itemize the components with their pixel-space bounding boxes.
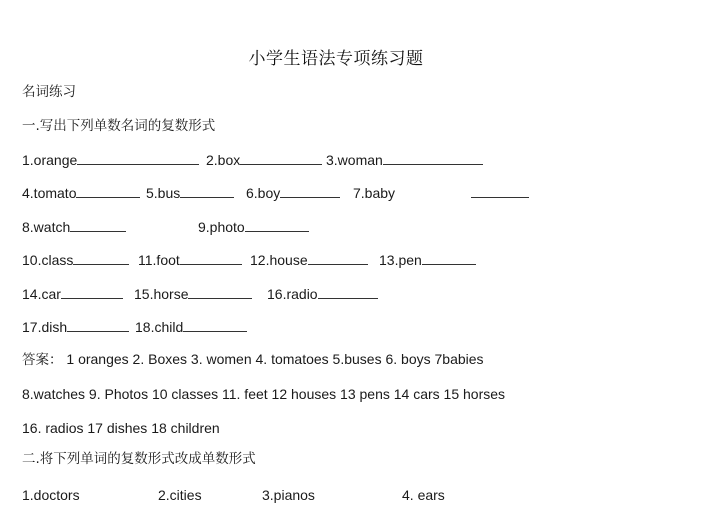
exercise-word: 9.photo: [198, 219, 245, 235]
exercise-word: 1.doctors: [22, 487, 80, 503]
answer-blank[interactable]: [245, 218, 309, 232]
exercise-word: 3.woman: [326, 152, 383, 168]
exercise-word: 2.cities: [158, 487, 202, 503]
exercise-word: 2.box: [206, 152, 241, 168]
exercise-item: [134, 285, 252, 303]
section-heading: 名词练习: [22, 84, 76, 100]
exercise-item: [138, 251, 242, 269]
exercise-word: 15.horse: [134, 286, 189, 302]
exercise-item: [267, 285, 378, 303]
answer-blank[interactable]: [76, 184, 140, 198]
exercise-item: [135, 318, 247, 336]
exercise-item: [22, 218, 126, 236]
exercise-word: 7.baby: [353, 185, 396, 201]
exercise-word: 5.bus: [146, 185, 181, 201]
exercise-row: [22, 318, 722, 338]
exercise-row: [22, 151, 722, 171]
exercise-item: [22, 184, 140, 202]
part2-instruction: 二.将下列单词的复数形式改成单数形式: [22, 451, 256, 467]
exercise-word: 13.pen: [379, 252, 422, 268]
exercise-word: 8.watch: [22, 219, 71, 235]
answer-blank[interactable]: [188, 285, 252, 299]
exercise-item: [471, 184, 529, 202]
exercise-word: 10.class: [22, 252, 74, 268]
answer-blank[interactable]: [280, 184, 340, 198]
exercise-item: [379, 251, 476, 269]
exercise-item: [146, 184, 234, 202]
answers-line-3: 16. radios 17 dishes 18 children: [22, 420, 220, 436]
answer-blank[interactable]: [73, 251, 129, 265]
exercise-item: [22, 151, 199, 169]
part2-list: [22, 486, 722, 506]
answer-blank[interactable]: [180, 251, 242, 265]
exercise-word: 17.dish: [22, 319, 68, 335]
exercise-item: [22, 285, 123, 303]
exercise-item: [250, 251, 368, 269]
answer-blank[interactable]: [70, 218, 126, 232]
exercise-word: 11.foot: [138, 252, 180, 268]
answer-blank[interactable]: [67, 318, 129, 332]
exercise-item: [22, 251, 129, 269]
exercise-word: 1.orange: [22, 152, 78, 168]
answers-line-2: 8.watches 9. Photos 10 classes 11. feet 12 houses 13 pens 14 cars 15 horses: [22, 386, 506, 402]
exercise-row: [22, 285, 722, 305]
answer-blank[interactable]: [318, 285, 378, 299]
answer-blank[interactable]: [61, 285, 123, 299]
exercise-word: 3.pianos: [262, 487, 315, 503]
exercise-item: [353, 184, 395, 202]
answer-blank[interactable]: [471, 184, 529, 198]
answer-blank[interactable]: [383, 151, 483, 165]
exercise-word: 6.boy: [246, 185, 281, 201]
exercise-word: 16.radio: [267, 286, 318, 302]
page-title: 小学生语法专项练习题: [248, 49, 424, 69]
exercise-word: 14.car: [22, 286, 61, 302]
exercise-word: 4. ears: [402, 487, 445, 503]
answer-blank[interactable]: [77, 151, 199, 165]
part1-instruction: 一.写出下列单数名词的复数形式: [22, 118, 216, 134]
exercise-row: [22, 184, 722, 204]
answer-blank[interactable]: [422, 251, 476, 265]
exercise-item: [326, 151, 483, 169]
answers-text: 1 oranges 2. Boxes 3. women 4. tomatoes 5.buses 6. boys 7babies: [66, 351, 484, 367]
exercise-item: [246, 184, 340, 202]
answer-blank[interactable]: [308, 251, 368, 265]
exercise-item: [22, 318, 129, 336]
answer-blank[interactable]: [183, 318, 247, 332]
answer-blank[interactable]: [240, 151, 322, 165]
exercise-row: [22, 218, 722, 238]
exercise-word: 12.house: [250, 252, 308, 268]
answers-label: 答案：: [22, 352, 63, 368]
exercise-row: [22, 251, 722, 271]
exercise-item: [198, 218, 309, 236]
exercise-word: 18.child: [135, 319, 184, 335]
exercise-item: [206, 151, 322, 169]
answer-blank[interactable]: [180, 184, 234, 198]
exercise-word: 4.tomato: [22, 185, 77, 201]
answers-line-1: [22, 350, 484, 369]
